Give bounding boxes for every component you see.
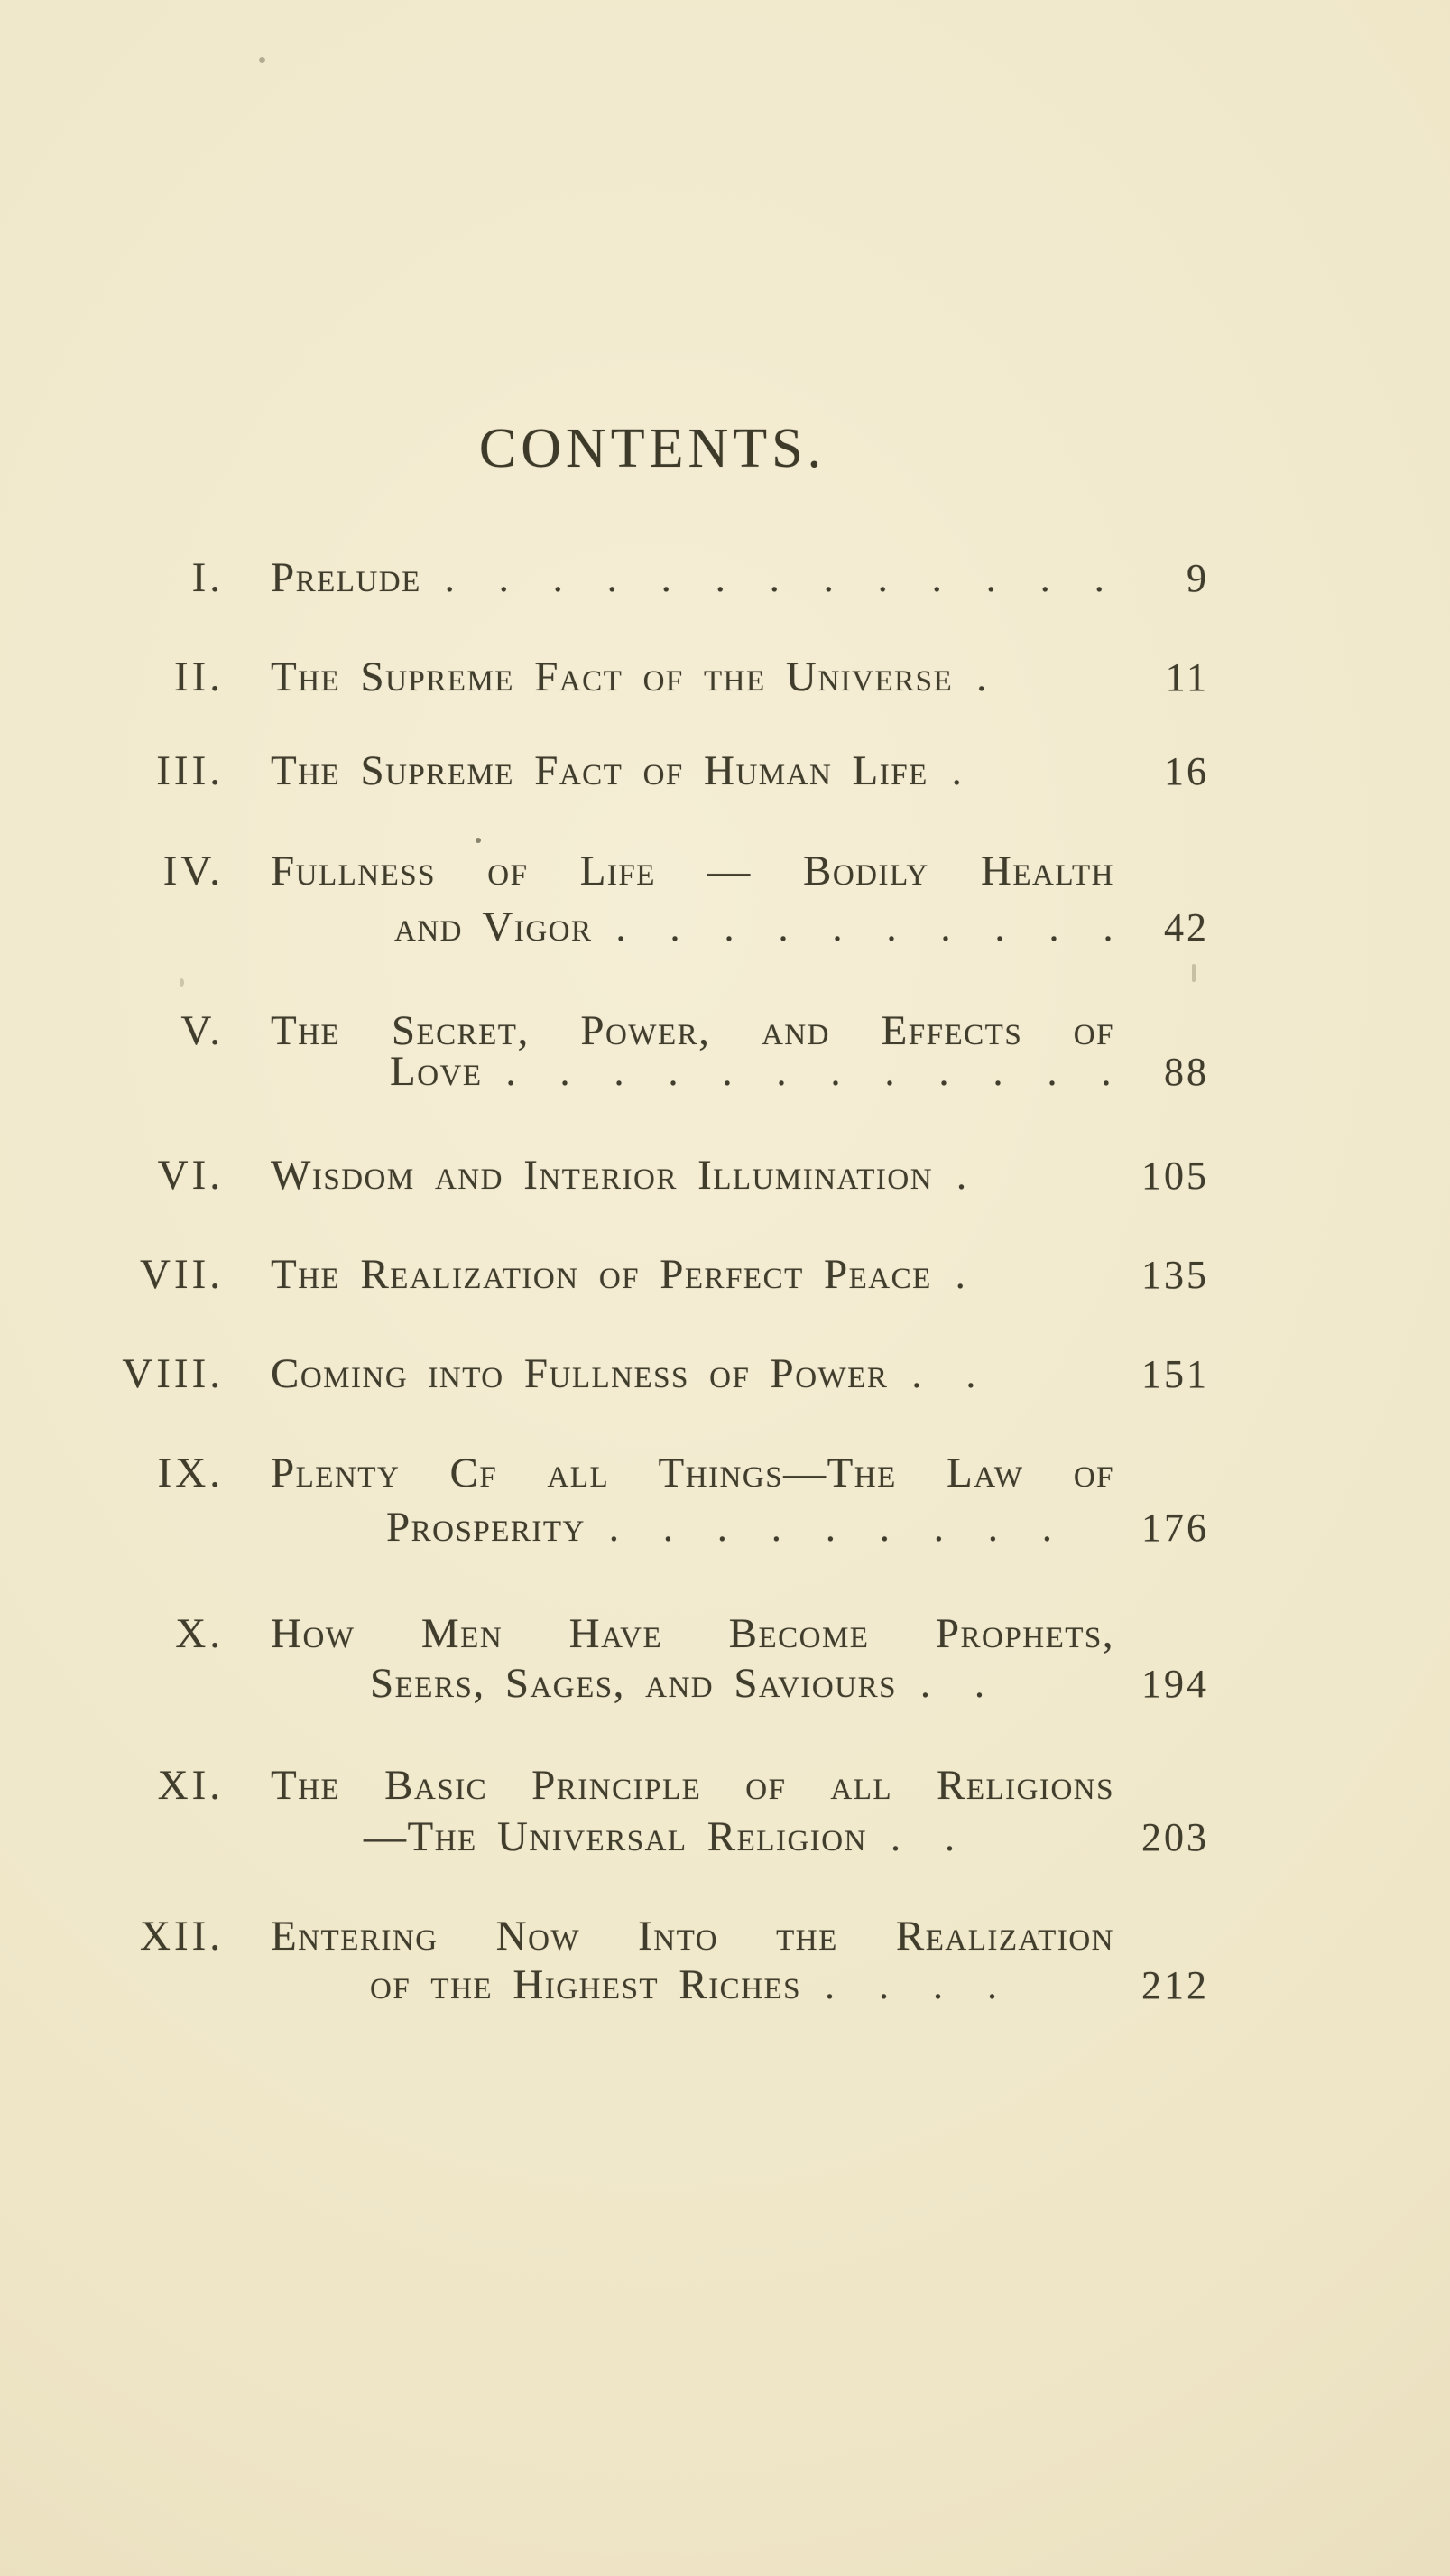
chapter-title: —The Universal Religion bbox=[364, 1813, 867, 1860]
page-number: 212 bbox=[1141, 1963, 1209, 2007]
chapter-title: The Secret, Power, and Effects of bbox=[271, 1007, 1114, 1054]
leader-dots: . . bbox=[890, 1815, 955, 1859]
page-number: 42 bbox=[1164, 905, 1209, 950]
page-number: 105 bbox=[1141, 1154, 1209, 1198]
toc-line bbox=[271, 1611, 1114, 1658]
toc-line bbox=[370, 1962, 1209, 2009]
chapter-numeral: III. bbox=[156, 747, 224, 794]
page-number: 16 bbox=[1164, 749, 1209, 793]
leader-dots: . . . . . . . . . . . . . bbox=[444, 556, 1104, 600]
chapter-numeral: IV. bbox=[162, 848, 224, 894]
scan-speck bbox=[259, 57, 265, 63]
toc-line bbox=[364, 1814, 1209, 1861]
toc-line bbox=[370, 1661, 1209, 1708]
page-number: 203 bbox=[1141, 1815, 1209, 1859]
leader-dots: . . . . . . . . . . . . bbox=[505, 1050, 1112, 1094]
chapter-title: Love bbox=[390, 1048, 483, 1095]
toc-line bbox=[386, 1505, 1209, 1552]
toc-line bbox=[394, 904, 1209, 951]
chapter-numeral: VI. bbox=[157, 1152, 224, 1199]
page-number: 151 bbox=[1141, 1352, 1209, 1396]
leader-dots: . . . . bbox=[825, 1963, 998, 2007]
chapter-title: Wisdom and Interior Illumination bbox=[271, 1152, 934, 1199]
chapter-numeral: IX. bbox=[157, 1450, 224, 1496]
page-number: 9 bbox=[1187, 556, 1209, 600]
chapter-title: The Supreme Fact of Human Life bbox=[271, 747, 928, 794]
chapter-title: How Men Have Become Prophets, bbox=[271, 1610, 1114, 1657]
page-number: 176 bbox=[1141, 1506, 1209, 1550]
leader-dots: . . . . . . . . . bbox=[608, 1506, 1052, 1550]
chapter-numeral: X. bbox=[175, 1610, 224, 1657]
chapter-numeral: I. bbox=[191, 554, 224, 601]
toc-line bbox=[271, 1351, 1209, 1398]
leader-dots: . bbox=[951, 749, 962, 793]
leader-dots: . bbox=[955, 1253, 965, 1297]
toc-line bbox=[271, 555, 1209, 602]
chapter-title: Coming into Fullness of Power bbox=[271, 1350, 889, 1397]
chapter-title: The Realization of Perfect Peace bbox=[271, 1251, 932, 1298]
page-number: 88 bbox=[1164, 1050, 1209, 1094]
chapter-numeral: XI. bbox=[157, 1762, 224, 1809]
chapter-title: of the Highest Riches bbox=[370, 1961, 802, 2008]
chapter-title: and Vigor bbox=[394, 903, 593, 950]
toc-line bbox=[271, 1913, 1114, 1960]
chapter-numeral: VIII. bbox=[122, 1350, 224, 1397]
toc-line bbox=[271, 1252, 1209, 1299]
page-number: 135 bbox=[1141, 1253, 1209, 1297]
toc-line bbox=[271, 1153, 1209, 1200]
leader-dots: . . bbox=[911, 1352, 976, 1396]
scan-speck bbox=[476, 838, 481, 843]
chapter-title: Plenty Cf all Things—The Law of bbox=[271, 1450, 1114, 1496]
chapter-title: Prelude bbox=[271, 554, 421, 601]
leader-dots: . bbox=[976, 655, 987, 700]
chapter-title: The Basic Principle of all Religions bbox=[271, 1762, 1114, 1809]
toc-line bbox=[271, 1763, 1114, 1810]
chapter-numeral: V. bbox=[180, 1007, 224, 1054]
chapter-title: Entering Now Into the Realization bbox=[271, 1913, 1114, 1960]
toc-line bbox=[271, 654, 1209, 701]
chapter-numeral: XII. bbox=[140, 1913, 224, 1960]
scan-speck bbox=[1192, 964, 1196, 982]
chapter-title: Seers, Sages, and Saviours bbox=[370, 1660, 897, 1707]
chapter-title: The Supreme Fact of the Universe bbox=[271, 653, 954, 700]
page-number: 11 bbox=[1165, 655, 1209, 700]
chapter-numeral: VII. bbox=[140, 1251, 224, 1298]
chapter-numeral: II. bbox=[173, 653, 224, 700]
toc-line bbox=[390, 1049, 1209, 1096]
page-title: CONTENTS. bbox=[478, 418, 827, 479]
chapter-title: Fullness of Life — Bodily Health bbox=[271, 848, 1114, 894]
chapter-title: Prosperity bbox=[386, 1504, 586, 1551]
leader-dots: . . bbox=[919, 1662, 984, 1706]
toc-line bbox=[271, 748, 1209, 795]
page-number: 194 bbox=[1141, 1662, 1209, 1706]
scan-speck bbox=[180, 978, 184, 987]
toc-line bbox=[271, 1450, 1114, 1497]
toc-line bbox=[271, 848, 1114, 895]
leader-dots: . bbox=[956, 1154, 967, 1198]
leader-dots: . . . . . . . . . . bbox=[615, 905, 1113, 950]
